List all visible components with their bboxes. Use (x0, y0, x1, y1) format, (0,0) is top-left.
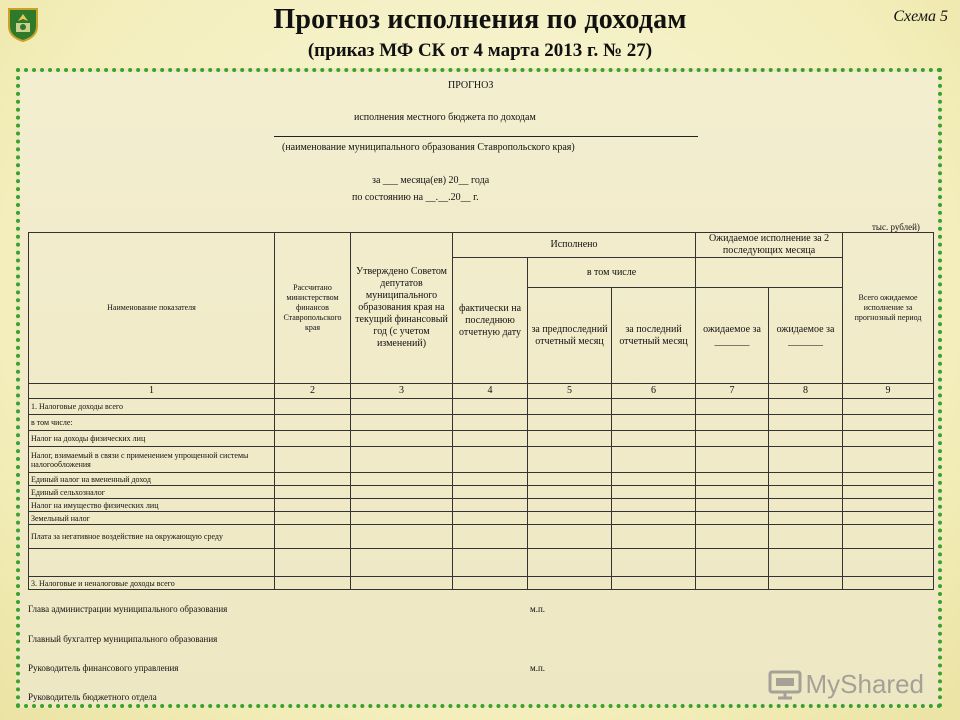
watermark (768, 669, 925, 700)
form-line-date: по состоянию на __.__.20__ г. (352, 192, 479, 203)
signature-head-admin: Глава администрации муниципального образования (28, 604, 228, 614)
row-label: Единый сельхозналог (29, 486, 275, 499)
form-heading: ПРОГНОЗ (448, 80, 494, 91)
signature-budget-head: Руководитель бюджетного отдела (28, 692, 157, 702)
header-expected-2: ожидаемое за _______ (769, 288, 843, 384)
row-label: Земельный налог (29, 512, 275, 525)
table-row (29, 549, 934, 577)
page-subtitle: (приказ МФ СК от 4 марта 2013 г. № 27) (307, 40, 653, 61)
column-number: 7 (696, 384, 769, 399)
form-line-period: за ___ месяца(ев) 20__ года (372, 175, 490, 186)
table-row (29, 473, 934, 486)
row-label: 3. Налоговые и неналоговые доходы всего (29, 577, 275, 590)
forecast-table (28, 232, 934, 590)
table-row (29, 399, 934, 415)
row-label: Налог, взимаемый в связи с применением упрощенной системы налогообложения (29, 447, 275, 473)
row-label: Налог на имущество физических лиц (29, 499, 275, 512)
table-row (29, 431, 934, 447)
signature-finance-head: Руководитель финансового управления (28, 663, 179, 673)
column-number: 8 (769, 384, 843, 399)
municipality-underline (274, 136, 698, 137)
table-row (29, 447, 934, 473)
table-row (29, 486, 934, 499)
header-executed: Исполнено (453, 233, 696, 258)
column-number: 6 (612, 384, 696, 399)
header-approved: Утверждено Советом депутатов муниципального образования края на текущий финансовый год (с учетом изменений) (351, 233, 453, 384)
header-expected-group: Ожидаемое исполнение за 2 последующих месяца (696, 233, 843, 258)
form-document (16, 68, 942, 708)
row-label: Налог на доходы физических лиц (29, 431, 275, 447)
header-indicator: Наименование показателя (29, 233, 275, 384)
column-numbers-row (29, 384, 934, 399)
column-number: 2 (275, 384, 351, 399)
header-total-expected: Всего ожидаемое исполнение за прогнозный период (843, 233, 934, 384)
watermark-text: MyShared (805, 669, 924, 699)
units-label: тыс. рублей) (872, 222, 920, 232)
table-row (29, 415, 934, 431)
stamp-place-2: м.п. (530, 663, 546, 673)
table-row (29, 525, 934, 549)
header-calculated: Рассчитано министерством финансов Ставропольского края (275, 233, 351, 384)
row-label: в том числе: (29, 415, 275, 431)
header-expected-1: ожидаемое за _______ (696, 288, 769, 384)
row-label: 1. Налоговые доходы всего (29, 399, 275, 415)
column-number: 9 (843, 384, 934, 399)
form-line-purpose: исполнения местного бюджета по доходам (354, 112, 536, 123)
column-number: 5 (528, 384, 612, 399)
header-prev-month: за предпоследний отчетный месяц (528, 288, 612, 384)
row-label (29, 549, 275, 577)
page-title: Прогноз исполнения по доходам (273, 4, 687, 35)
column-number: 1 (29, 384, 275, 399)
signature-chief-accountant: Главный бухгалтер муниципального образования (28, 634, 218, 644)
table-row (29, 499, 934, 512)
scheme-label: Схема 5 (893, 8, 948, 25)
column-number: 4 (453, 384, 528, 399)
header-actual: фактически на последнюю отчетную дату (453, 258, 528, 384)
header-last-month: за последний отчетный месяц (612, 288, 696, 384)
table-row (29, 577, 934, 590)
stamp-place-1: м.п. (530, 604, 546, 614)
row-label: Единый налог на вмененный доход (29, 473, 275, 486)
presentation-icon (768, 670, 802, 700)
table-row (29, 512, 934, 525)
column-number: 3 (351, 384, 453, 399)
row-label: Плата за негативное воздействие на окружающую среду (29, 525, 275, 549)
form-line-municipality: (наименование муниципального образования Ставропольского края) (282, 142, 575, 153)
header-including: в том числе (528, 258, 696, 288)
